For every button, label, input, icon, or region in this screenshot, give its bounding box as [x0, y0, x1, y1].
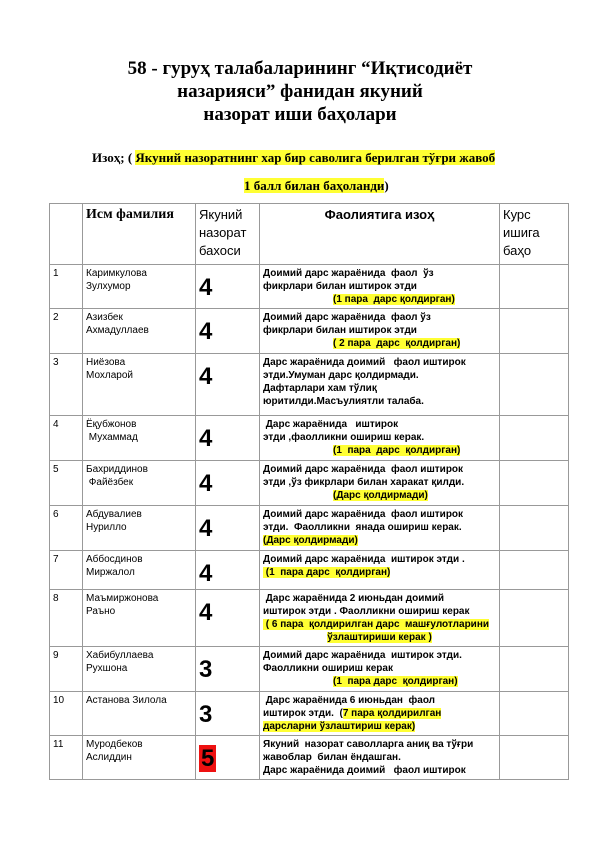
note-close: ) [384, 178, 389, 193]
student-name-line-1: Азизбек [86, 312, 123, 323]
row-number: 1 [50, 265, 83, 309]
note-highlight-1: Якуний назоратнинг хар бир саволига берилган тўғри жавоб [135, 150, 496, 165]
activity-comment [260, 309, 500, 354]
row-number: 7 [50, 551, 83, 590]
table-body [50, 265, 569, 780]
grade-value: 4 [199, 599, 213, 626]
grade-value: 4 [199, 470, 213, 497]
activity-comment [260, 590, 500, 647]
student-name [83, 736, 196, 780]
comment-line: Дарс жараёнида 6 июньдан фаол [263, 695, 436, 706]
page-title-line-3: назорат иши баҳолари [203, 104, 397, 125]
absence-note: (1 пара дарс қолдирган) [333, 445, 461, 456]
course-grade [500, 692, 569, 736]
student-name-line-1: Хабибуллаева [86, 650, 154, 661]
course-grade [500, 736, 569, 780]
student-name [83, 692, 196, 736]
comment-line: Дарс жараёнида 2 июньдан доимий [263, 593, 445, 604]
row-number: 4 [50, 416, 83, 461]
activity-comment [260, 354, 500, 416]
activity-comment [260, 506, 500, 551]
row-number: 3 [50, 354, 83, 416]
final-grade [196, 736, 260, 780]
row-number: 6 [50, 506, 83, 551]
absence-note: ( 6 пара қолдирилган дарс машғулотларини [263, 619, 490, 630]
table-row [50, 416, 569, 461]
activity-comment [260, 265, 500, 309]
page-title-line-2: назарияси” фанидан якуний [177, 81, 423, 102]
absence-note: (1 пара дарс қолдирган) [333, 294, 455, 305]
comment-line: Доимий дарс жараёнида фаол ўз [263, 312, 431, 323]
final-grade [196, 551, 260, 590]
final-grade [196, 354, 260, 416]
final-grade [196, 309, 260, 354]
grade-value: 4 [199, 318, 213, 345]
student-name [83, 506, 196, 551]
final-grade [196, 647, 260, 692]
grade-value: 4 [199, 274, 213, 301]
comment-line: фикрлари билан иштирок этди [263, 281, 417, 292]
header-grade: Якуний назорат бахоси [196, 204, 260, 265]
student-name-line-2: Ахмадуллаев [86, 325, 149, 336]
course-grade [500, 590, 569, 647]
student-name-line-2: Раъно [86, 606, 116, 617]
student-name [83, 265, 196, 309]
student-name-line-2: Рухшона [86, 663, 128, 674]
table-row [50, 647, 569, 692]
activity-comment [260, 461, 500, 506]
activity-comment [260, 692, 500, 736]
absence-note-continuation: дарсларни ўзлаштириш керак) [263, 721, 416, 732]
table-header-row [50, 204, 569, 265]
student-name-line-2: Аслиддин [86, 752, 132, 763]
course-grade [500, 416, 569, 461]
student-name-line-1: Бахриддинов [86, 464, 148, 475]
student-name [83, 590, 196, 647]
comment-line: Дарс жараёнида иштирок [263, 419, 399, 430]
table-row [50, 692, 569, 736]
table-row [50, 309, 569, 354]
note-highlight-2: 1 балл билан баҳоланди [244, 178, 385, 193]
grade-value: 3 [199, 701, 213, 728]
row-number: 9 [50, 647, 83, 692]
course-grade [500, 265, 569, 309]
final-grade [196, 692, 260, 736]
header-num [50, 204, 83, 265]
student-name-line-2: Зулхумор [86, 281, 131, 292]
row-number: 10 [50, 692, 83, 736]
student-name-line-2: Мухаммад [86, 432, 138, 443]
course-grade [500, 506, 569, 551]
student-name-line-2: Файёзбек [86, 477, 134, 488]
student-name-line-2: Нурилло [86, 522, 127, 533]
student-name-line-1: Каримкулова [86, 268, 147, 279]
student-name-line-1: Маъмиржонова [86, 593, 159, 604]
activity-comment [260, 736, 500, 780]
comment-line: Дарс жараёнида доимий фаол иштирок [263, 765, 466, 776]
course-grade [500, 551, 569, 590]
student-name [83, 416, 196, 461]
activity-comment [260, 647, 500, 692]
comment-line: фикрлари билан иштирок этди [263, 325, 417, 336]
student-name-line-1: Ёқубжонов [86, 419, 137, 430]
row-number: 5 [50, 461, 83, 506]
row-number: 11 [50, 736, 83, 780]
student-name-line-1: Абдувалиев [86, 509, 142, 520]
comment-line: Доимий дарс жараёнида иштирок этди. [263, 650, 462, 661]
activity-comment [260, 416, 500, 461]
row-number: 2 [50, 309, 83, 354]
student-name [83, 309, 196, 354]
grade-value: 3 [199, 656, 213, 683]
student-name [83, 354, 196, 416]
comment-line: жавоблар билан ёндашган. [263, 752, 401, 763]
comment-line: иштирок этди . Фаолликни ошириш керак [263, 606, 470, 617]
comment-line: Доимий дарс жараёнида фаол иштирок [263, 509, 464, 520]
absence-note: (1 пара дарс қолдирган) [263, 567, 391, 578]
comment-line: Дафтарлари хам тўлиқ [263, 383, 377, 394]
table-row [50, 736, 569, 780]
comment-line: Доимий дарс жараёнида фаол ўз [263, 268, 434, 279]
grade-value: 4 [199, 560, 213, 587]
student-name-line-1: Аббосдинов [86, 554, 143, 565]
table-row [50, 461, 569, 506]
note-label: Изоҳ; ( [92, 150, 136, 165]
table-row [50, 265, 569, 309]
grade-value: 4 [199, 425, 213, 452]
final-grade [196, 461, 260, 506]
final-grade [196, 506, 260, 551]
header-course: Курс ишига баҳо [500, 204, 569, 265]
comment-line: Доимий дарс жараёнида иштирок этди . [263, 554, 465, 565]
table-row [50, 354, 569, 416]
student-name [83, 647, 196, 692]
comment-line: этди ,фаолликни ошириш керак. [263, 432, 425, 443]
student-name [83, 461, 196, 506]
final-grade [196, 265, 260, 309]
grades-table [49, 203, 569, 780]
grade-value: 4 [199, 363, 213, 390]
student-name-line-2: Миржалол [86, 567, 135, 578]
absence-note: (1 пара дарс қолдирган) [333, 676, 458, 687]
comment-line: Фаолликни ошириш керак [263, 663, 393, 674]
comment-line: юритилди.Масъулиятли талаба. [263, 396, 424, 407]
grade-value: 5 [201, 745, 215, 772]
final-grade [196, 590, 260, 647]
final-grade [196, 416, 260, 461]
activity-comment [260, 551, 500, 590]
course-grade [500, 647, 569, 692]
absence-note: ( 2 пара дарс қолдирган) [333, 338, 461, 349]
comment-line: Дарс жараёнида доимий фаол иштирок [263, 357, 466, 368]
absence-note-continuation: ўзлаштириши керак ) [327, 632, 432, 643]
row-number: 8 [50, 590, 83, 647]
table-row [50, 506, 569, 551]
header-activity: Фаолиятига изоҳ [260, 204, 500, 265]
note [92, 150, 495, 166]
comment-line: этди. Фаолликни янада ошириш керак. [263, 522, 462, 533]
note-continuation [244, 178, 389, 194]
student-name-line-1: Астанова Зилола [86, 695, 167, 706]
table-row [50, 590, 569, 647]
absence-note: 7 пара қолдирилган [342, 708, 442, 719]
comment-line: Якуний назорат саволларга аниқ ва тўғри [263, 739, 474, 750]
student-name [83, 551, 196, 590]
header-name: Исм фамилия [83, 204, 196, 265]
page-title-line-1: 58 - гуруҳ талабаларининг “Иқтисодиёт [127, 58, 473, 79]
absence-note: (Дарс қолдирмади) [263, 535, 358, 546]
student-name-line-2: Мохларой [86, 370, 133, 381]
table-row [50, 551, 569, 590]
grade-value: 4 [199, 515, 213, 542]
student-name-line-1: Ниёзова [86, 357, 126, 368]
comment-line: иштирок этди. (7 пара қолдирилган [263, 708, 442, 719]
comment-line: этди ,ўз фикрлари билан харакат қилди. [263, 477, 465, 488]
course-grade [500, 309, 569, 354]
course-grade [500, 354, 569, 416]
absence-note: (Дарс қолдирмади) [333, 490, 428, 501]
comment-line: Доимий дарс жараёнида фаол иштирок [263, 464, 464, 475]
student-name-line-1: Муродбеков [86, 739, 143, 750]
course-grade [500, 461, 569, 506]
comment-line: этди.Умуман дарс қолдирмади. [263, 370, 419, 381]
